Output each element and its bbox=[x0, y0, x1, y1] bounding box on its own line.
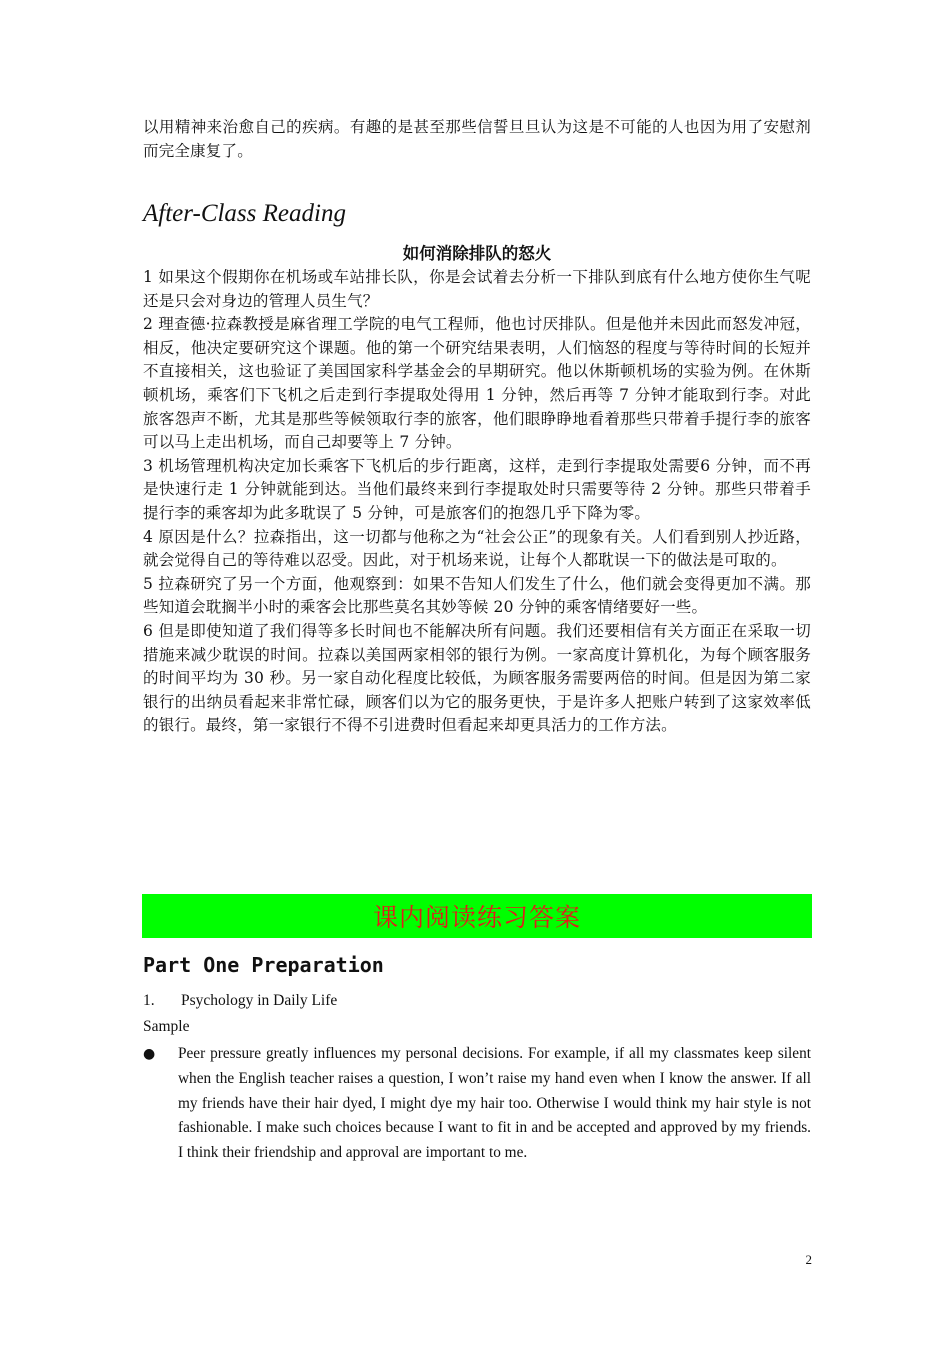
question-text: Psychology in Daily Life bbox=[181, 992, 338, 1009]
part-heading: Part One Preparation bbox=[143, 953, 384, 977]
article-paragraph-2: 2 理查德·拉森教授是麻省理工学院的电气工程师，他也讨厌排队。但是他并未因此而怒发冲冠，相反，他决定要研究这个课题。他的第一个研究结果表明，人们恼怒的程度与等待时间的长短并不直接相关，这也验证了美国国家科学基金会的早期研究。他以休斯顿机场的实验为例。在休斯顿机场，乘客们下飞机之后走到行李提取处得用 1 分钟，然后再等 7 分钟才能取到行李。对此旅客怨声不断，尤其是那些等候领取行李的旅客，他们眼睁睁地看着那些只带着手提行李的旅客可以马上走出机场，而自己却要等上 7 分钟。 bbox=[143, 315, 811, 452]
article-paragraph-3: 3 机场管理机构决定加长乘客下飞机后的步行距离，这样，走到行李提取处需要6 分钟，而不再是快速行走 1 分钟就能到达。当他们最终来到行李提取处时只需要等待 2 分钟。那些只带着手提行李的乘客却为此多耽误了 5 分钟，可是旅客们的抱怨几乎下降为零。 bbox=[143, 456, 811, 522]
question-title bbox=[143, 992, 337, 1010]
article-title: 如何消除排队的怒火 bbox=[402, 244, 552, 263]
sample-label: Sample bbox=[143, 1018, 190, 1035]
answers-banner-title: 课内阅读练习答案 bbox=[372, 903, 581, 932]
article-paragraph-5: 5 拉森研究了另一个方面，他观察到：如果不告知人们发生了什么，他们就会变得更加不满。那些知道会耽搁半小时的乘客会比那些莫名其妙等候 20 分钟的乘客情绪要好一些。 bbox=[143, 574, 811, 617]
after-class-reading-heading: After-Class Reading bbox=[143, 200, 346, 227]
question-number: 1. bbox=[143, 992, 155, 1009]
page-number: 2 bbox=[805, 1252, 812, 1267]
article-paragraph-4: 4 原因是什么？拉森指出，这一切都与他称之为“社会公正”的现象有关。人们看到别人抄近路，就会觉得自己的等待难以忍受。因此，对于机场来说，让每个人都耽误一下的做法是可取的。 bbox=[143, 527, 811, 570]
sample-bullet-item bbox=[143, 1042, 811, 1166]
article-paragraph-6: 6 但是即使知道了我们得等多长时间也不能解决所有问题。我们还要相信有关方面正在采取一切措施来减少耽误的时间。拉森以美国两家相邻的银行为例。一家高度计算机化，为每个顾客服务的时间平均为 30 秒。另一家自动化程度比较低，为顾客服务需要两倍的时间。但是因为第二家银行的出纳员看起来非常忙碌，顾客们以为它的服务更快，于是许多人把账户转到了这家效率低的银行。最终，第一家银行不得不引进费时但看起来却更具活力的工作方法。 bbox=[143, 621, 811, 735]
article-paragraph-1: 1 如果这个假期你在机场或车站排长队，你是会试着去分析一下排队到底有什么地方使你生气呢还是只会对身边的管理人员生气？ bbox=[143, 268, 811, 310]
answers-banner bbox=[142, 894, 812, 938]
intro-paragraph: 以用精神来治愈自己的疾病。有趣的是甚至那些信誓旦旦认为这是不可能的人也因为用了安慰剂而完全康复了。 bbox=[143, 118, 811, 160]
bullet-icon: ● bbox=[143, 1046, 156, 1062]
sample-answer-text: Peer pressure greatly influences my personal decisions. For example, if all my classmates keep silent when the English teacher raises a question, I won’t raise my hand even when I know the answer. If all my friends have their hair dyed, I might dye my hair too. Otherwise I would think my hair style is not fashionable. I make such choices because I want to fit in and be accepted and approved by my friends. I think their friendship and approval are important to me. bbox=[178, 1045, 811, 1162]
article-body bbox=[143, 266, 811, 738]
